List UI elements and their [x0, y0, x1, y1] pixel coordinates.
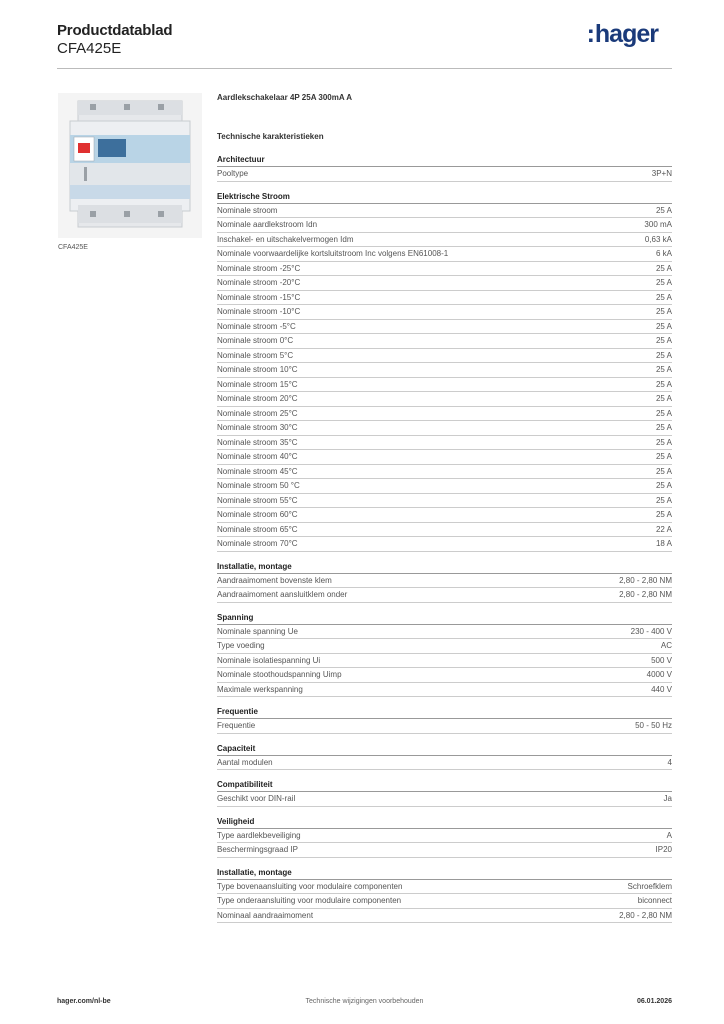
- spec-row: [217, 218, 672, 233]
- spec-section: [217, 191, 672, 552]
- spec-row: [217, 654, 672, 669]
- spec-value: 22 A: [655, 524, 672, 534]
- spec-label: Nominale stroom 20°C: [217, 394, 298, 403]
- spec-section: [217, 867, 672, 924]
- spec-row: [217, 683, 672, 698]
- section-title: Elektrische Stroom: [217, 191, 672, 204]
- spec-row: [217, 537, 672, 552]
- spec-row: [217, 479, 672, 494]
- spec-value: 18 A: [655, 539, 672, 548]
- spec-section: [217, 743, 672, 771]
- spec-label: Nominale stroom 25°C: [217, 408, 298, 418]
- spec-row: [217, 320, 672, 335]
- spec-value: 25 A: [655, 278, 672, 287]
- spec-row: [217, 792, 672, 807]
- spec-value: 25 A: [655, 379, 672, 389]
- section-title: Installatie, montage: [217, 561, 672, 574]
- spec-value: 3P+N: [651, 169, 672, 178]
- spec-value: 25 A: [655, 365, 672, 374]
- footer-website-link[interactable]: hager.com/nl-be: [57, 998, 111, 1005]
- spec-value: 4000 V: [646, 670, 672, 679]
- spec-section: [217, 612, 672, 698]
- spec-label: Nominale stroom 0°C: [217, 336, 294, 345]
- spec-label: Nominale stroom 50 °C: [217, 481, 300, 490]
- section-title: Architectuur: [217, 154, 672, 167]
- logo-dots-icon: :: [586, 20, 594, 48]
- page-footer: [57, 998, 672, 1010]
- footer-disclaimer: Technische wijzigingen voorbehouden: [305, 998, 424, 1005]
- spec-value: 25 A: [655, 437, 672, 447]
- spec-label: Nominale stroom 35°C: [217, 437, 298, 447]
- spec-row: [217, 407, 672, 422]
- spec-label: Nominale stroom -5°C: [217, 321, 296, 331]
- spec-label: Nominale voorwaardelijke kortsluitstroom Inc volgens EN61008-1: [217, 249, 449, 258]
- spec-row: [217, 305, 672, 320]
- spec-row: [217, 378, 672, 393]
- spec-row: [217, 829, 672, 844]
- spec-section: [217, 706, 672, 734]
- spec-row: [217, 909, 672, 924]
- spec-label: Nominale stroom 55°C: [217, 495, 298, 505]
- spec-value: 25 A: [655, 263, 672, 273]
- spec-value: 25 A: [655, 495, 672, 505]
- spec-label: Nominale stroom 65°C: [217, 524, 298, 534]
- section-title: Compatibiliteit: [217, 779, 672, 792]
- spec-section: [217, 779, 672, 807]
- spec-label: Nominale stroom -20°C: [217, 278, 301, 287]
- spec-label: Nominale stroom -25°C: [217, 263, 301, 273]
- spec-value: 25 A: [655, 307, 672, 316]
- spec-value: 230 - 400 V: [630, 626, 672, 636]
- spec-value: 25 A: [655, 481, 672, 490]
- spec-label: Type onderaansluiting voor modulaire componenten: [217, 896, 402, 905]
- spec-section: [217, 816, 672, 858]
- spec-value: IP20: [655, 845, 672, 854]
- spec-label: Type aardlekbeveiliging: [217, 830, 301, 840]
- spec-label: Nominale stroom 40°C: [217, 452, 298, 461]
- spec-value: 4: [667, 757, 672, 767]
- spec-section: [217, 561, 672, 603]
- document-subtitle: CFA425E: [57, 40, 122, 57]
- section-title: Installatie, montage: [217, 867, 672, 880]
- spec-label: Type bovenaansluiting voor modulaire componenten: [217, 881, 403, 891]
- spec-label: Type voeding: [217, 641, 265, 650]
- spec-label: Nominale stroom 15°C: [217, 379, 298, 389]
- spec-value: 25 A: [655, 408, 672, 418]
- spec-label: Nominale stroom: [217, 205, 278, 215]
- spec-label: Aandraaimoment bovenste klem: [217, 575, 332, 585]
- spec-value: 25 A: [655, 350, 672, 360]
- spec-value: A: [666, 830, 672, 840]
- spec-value: 6 kA: [655, 249, 672, 258]
- spec-value: 25 A: [655, 466, 672, 476]
- page-header: [57, 22, 672, 72]
- spec-label: Nominaal aandraaimoment: [217, 910, 314, 920]
- spec-label: Frequentie: [217, 721, 256, 730]
- spec-label: Nominale stroom 5°C: [217, 350, 294, 360]
- spec-row: [217, 508, 672, 523]
- spec-value: 25 A: [655, 321, 672, 331]
- circuit-breaker-image: [58, 93, 202, 238]
- section-title: Capaciteit: [217, 743, 672, 756]
- section-title: Spanning: [217, 612, 672, 625]
- spec-row: [217, 523, 672, 538]
- spec-label: Nominale aardlekstroom Idn: [217, 220, 318, 229]
- spec-value: 25 A: [655, 452, 672, 461]
- spec-row: [217, 349, 672, 364]
- spec-label: Aantal modulen: [217, 757, 273, 767]
- spec-label: Maximale werkspanning: [217, 684, 303, 694]
- product-photo: [58, 93, 202, 238]
- spec-label: Nominale isolatiespanning Ui: [217, 655, 321, 665]
- spec-row: [217, 574, 672, 589]
- spec-value: 25 A: [655, 394, 672, 403]
- spec-label: Nominale stoothoudspanning Uimp: [217, 670, 342, 679]
- spec-row: [217, 276, 672, 291]
- spec-sections: [217, 154, 672, 923]
- spec-value: 25 A: [655, 205, 672, 215]
- spec-label: Beschermingsgraad IP: [217, 845, 298, 854]
- spec-row: [217, 880, 672, 895]
- spec-label: Nominale stroom 60°C: [217, 510, 298, 519]
- spec-value: 25 A: [655, 336, 672, 345]
- spec-content: [217, 92, 672, 932]
- section-title: Veiligheid: [217, 816, 672, 829]
- spec-value: AC: [660, 641, 672, 650]
- spec-row: [217, 625, 672, 640]
- section-title: Frequentie: [217, 706, 672, 719]
- spec-row: [217, 668, 672, 683]
- spec-row: [217, 450, 672, 465]
- spec-row: [217, 262, 672, 277]
- spec-value: 500 V: [651, 655, 672, 665]
- spec-row: [217, 588, 672, 603]
- spec-row: [217, 204, 672, 219]
- spec-row: [217, 233, 672, 248]
- spec-row: [217, 894, 672, 909]
- spec-row: [217, 167, 672, 182]
- spec-value: biconnect: [637, 896, 672, 905]
- spec-label: Nominale spanning Ue: [217, 626, 298, 636]
- spec-value: 2,80 - 2,80 NM: [619, 590, 672, 599]
- spec-label: Nominale stroom -15°C: [217, 292, 301, 302]
- spec-value: 0,63 kA: [644, 234, 672, 244]
- spec-value: 50 - 50 Hz: [635, 721, 672, 730]
- spec-row: [217, 247, 672, 262]
- spec-row: [217, 436, 672, 451]
- hager-logo[interactable]: [587, 20, 658, 49]
- spec-row: [217, 719, 672, 734]
- spec-value: 440 V: [651, 684, 672, 694]
- spec-label: Nominale stroom 45°C: [217, 466, 298, 476]
- spec-section: [217, 154, 672, 182]
- spec-value: 2,80 - 2,80 NM: [619, 910, 672, 920]
- spec-row: [217, 465, 672, 480]
- spec-label: Nominale stroom 10°C: [217, 365, 298, 374]
- spec-row: [217, 392, 672, 407]
- spec-value: Ja: [663, 794, 672, 803]
- spec-label: Nominale stroom -10°C: [217, 307, 301, 316]
- spec-row: [217, 421, 672, 436]
- spec-row: [217, 291, 672, 306]
- spec-label: Geschikt voor DIN-rail: [217, 794, 296, 803]
- spec-label: Pooltype: [217, 169, 249, 178]
- spec-row: [217, 494, 672, 509]
- product-name: Aardlekschakelaar 4P 25A 300mA A: [217, 93, 353, 102]
- logo-text: hager: [594, 20, 658, 48]
- spec-value: 25 A: [655, 292, 672, 302]
- spec-row: [217, 639, 672, 654]
- photo-caption: CFA425E: [58, 244, 88, 251]
- spec-label: Inschakel- en uitschakelvermogen Idm: [217, 234, 354, 244]
- spec-label: Nominale stroom 30°C: [217, 423, 298, 432]
- spec-row: [217, 843, 672, 858]
- spec-value: Schroefklem: [627, 881, 672, 891]
- spec-label: Aandraaimoment aansluitklem onder: [217, 590, 348, 599]
- spec-label: Nominale stroom 70°C: [217, 539, 298, 548]
- spec-row: [217, 363, 672, 378]
- document-title: Productdatablad: [57, 22, 173, 39]
- spec-value: 25 A: [655, 423, 672, 432]
- footer-date: 06.01.2026: [636, 998, 672, 1005]
- header-divider: [57, 68, 672, 69]
- tech-heading: Technische karakteristieken: [217, 132, 324, 141]
- spec-row: [217, 334, 672, 349]
- spec-row: [217, 756, 672, 771]
- spec-value: 25 A: [655, 510, 672, 519]
- spec-value: 300 mA: [644, 220, 672, 229]
- spec-value: 2,80 - 2,80 NM: [619, 575, 672, 585]
